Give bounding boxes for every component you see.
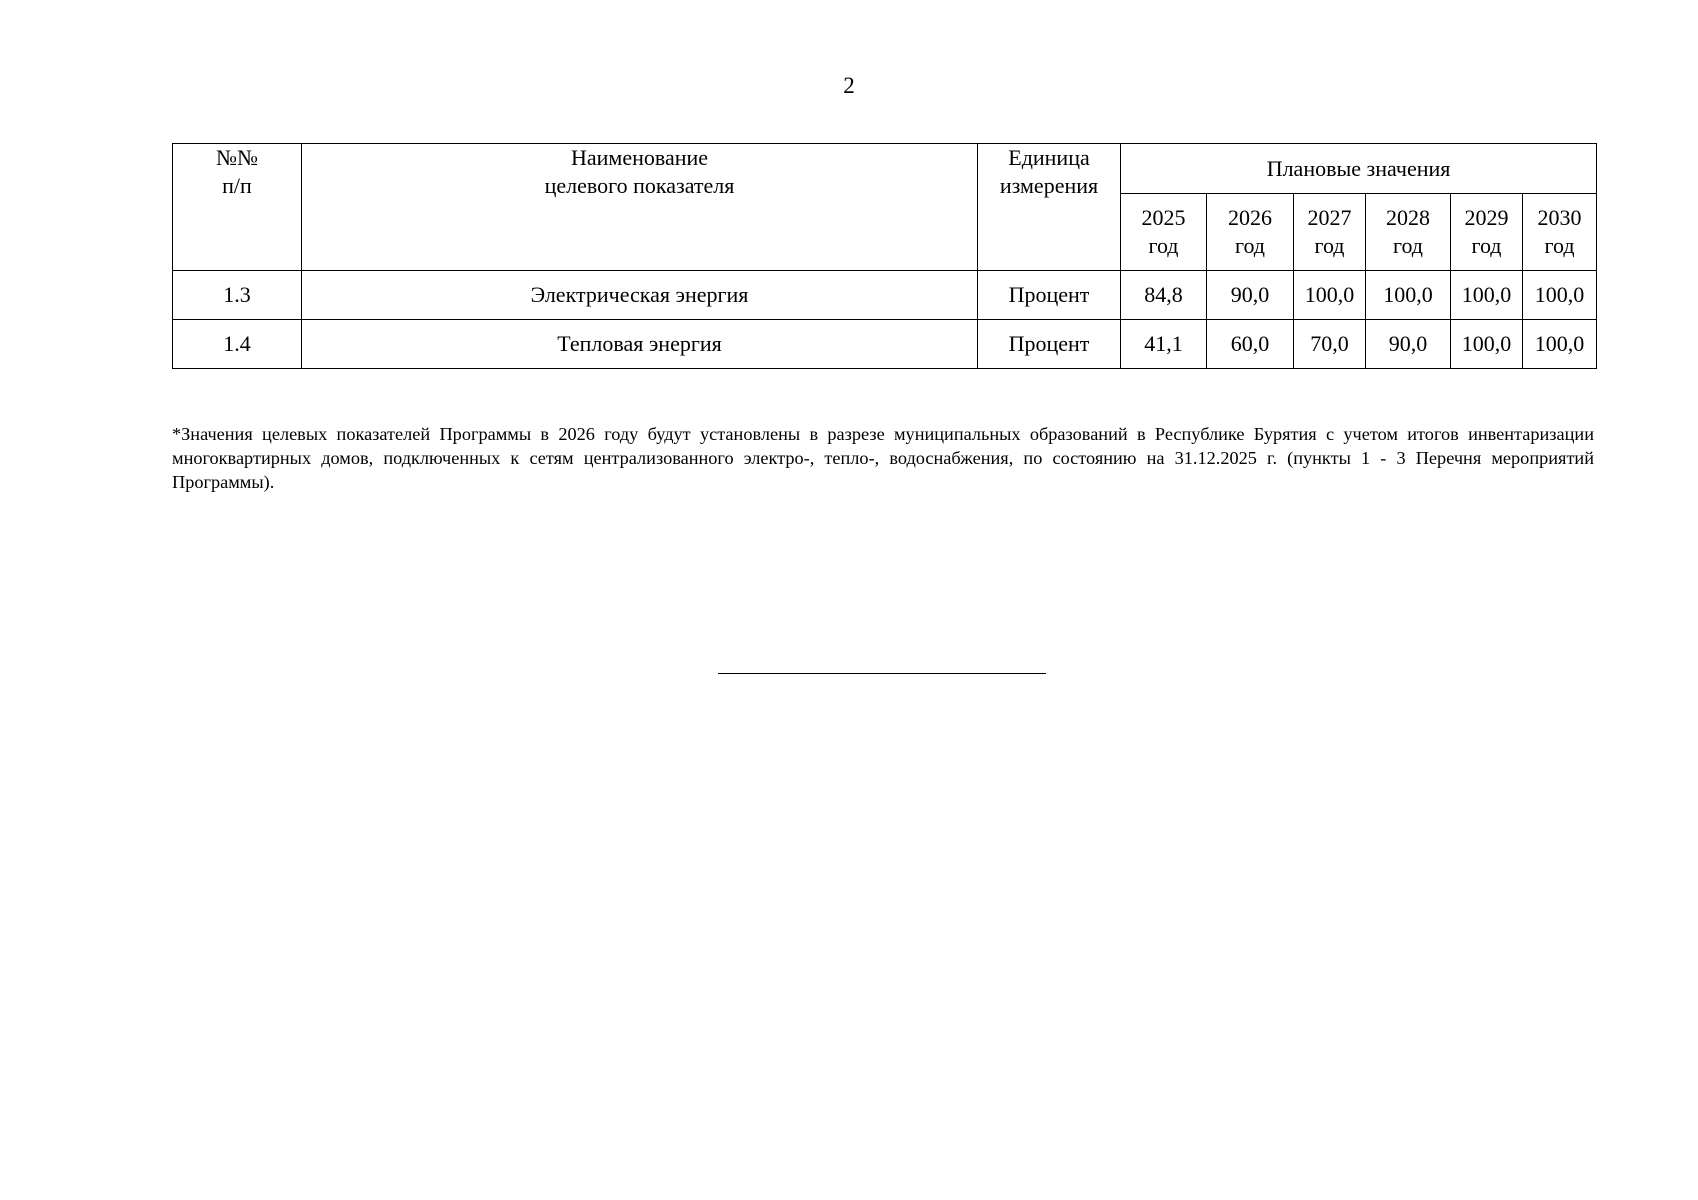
table-header-row xyxy=(173,144,1597,194)
header-name xyxy=(302,144,978,271)
row-value-2029: 100,0 xyxy=(1451,271,1523,320)
header-name-line2: целевого показателя xyxy=(544,173,735,198)
row-value-2027: 70,0 xyxy=(1294,320,1366,369)
end-divider xyxy=(718,673,1046,674)
footnote: *Значения целевых показателей Программы в 2026 году будут установлены в разрезе муниципальных образований в Республике Бурятия с учетом итогов инвентаризации многоквартирных домов, подключенных к сетям централизованного электро-, тепло-, водоснабжения, по состоянию на 31.12.2025 г. (пункты 1 - 3 Перечня мероприятий Программы). xyxy=(172,424,1594,493)
row-num: 1.3 xyxy=(173,271,302,320)
header-unit xyxy=(978,144,1121,271)
row-value-2026: 90,0 xyxy=(1207,271,1294,320)
header-num-line2: п/п xyxy=(222,173,252,198)
year-word: год xyxy=(1234,233,1266,258)
row-value-2026: 60,0 xyxy=(1207,320,1294,369)
header-year-2030 xyxy=(1523,194,1597,271)
header-planned-values: Плановые значения xyxy=(1121,144,1597,194)
row-value-2030: 100,0 xyxy=(1523,271,1597,320)
header-year-2028 xyxy=(1366,194,1451,271)
header-year-2027 xyxy=(1294,194,1366,271)
year-word: год xyxy=(1314,233,1345,258)
year-word: год xyxy=(1148,233,1179,258)
table-row xyxy=(173,320,1597,369)
header-year-2026 xyxy=(1207,194,1294,271)
target-indicators-table xyxy=(172,143,1597,369)
row-value-2027: 100,0 xyxy=(1294,271,1366,320)
row-unit: Процент xyxy=(978,320,1121,369)
header-unit-line2: измерения xyxy=(999,173,1099,198)
header-num xyxy=(173,144,302,271)
year-word: год xyxy=(1544,233,1575,258)
year-word: год xyxy=(1471,233,1502,258)
header-name-line1: Наименование xyxy=(570,145,709,170)
row-value-2028: 90,0 xyxy=(1366,320,1451,369)
year-label: 2028 xyxy=(1386,205,1430,230)
row-value-2030: 100,0 xyxy=(1523,320,1597,369)
row-value-2028: 100,0 xyxy=(1366,271,1451,320)
row-name: Тепловая энергия xyxy=(302,320,978,369)
header-num-line1: №№ xyxy=(216,145,258,170)
page-number: 2 xyxy=(843,73,855,98)
header-unit-line1: Единица xyxy=(1008,145,1090,170)
year-label: 2030 xyxy=(1537,205,1582,230)
table-row xyxy=(173,271,1597,320)
year-label: 2026 xyxy=(1228,205,1272,230)
year-word: год xyxy=(1392,233,1424,258)
row-num: 1.4 xyxy=(173,320,302,369)
row-unit: Процент xyxy=(978,271,1121,320)
row-value-2029: 100,0 xyxy=(1451,320,1523,369)
row-value-2025: 41,1 xyxy=(1121,320,1207,369)
year-label: 2027 xyxy=(1307,205,1352,230)
row-name: Электрическая энергия xyxy=(302,271,978,320)
header-year-2029 xyxy=(1451,194,1523,271)
row-value-2025: 84,8 xyxy=(1121,271,1207,320)
header-year-2025 xyxy=(1121,194,1207,271)
year-label: 2029 xyxy=(1464,205,1509,230)
year-label: 2025 xyxy=(1141,205,1186,230)
